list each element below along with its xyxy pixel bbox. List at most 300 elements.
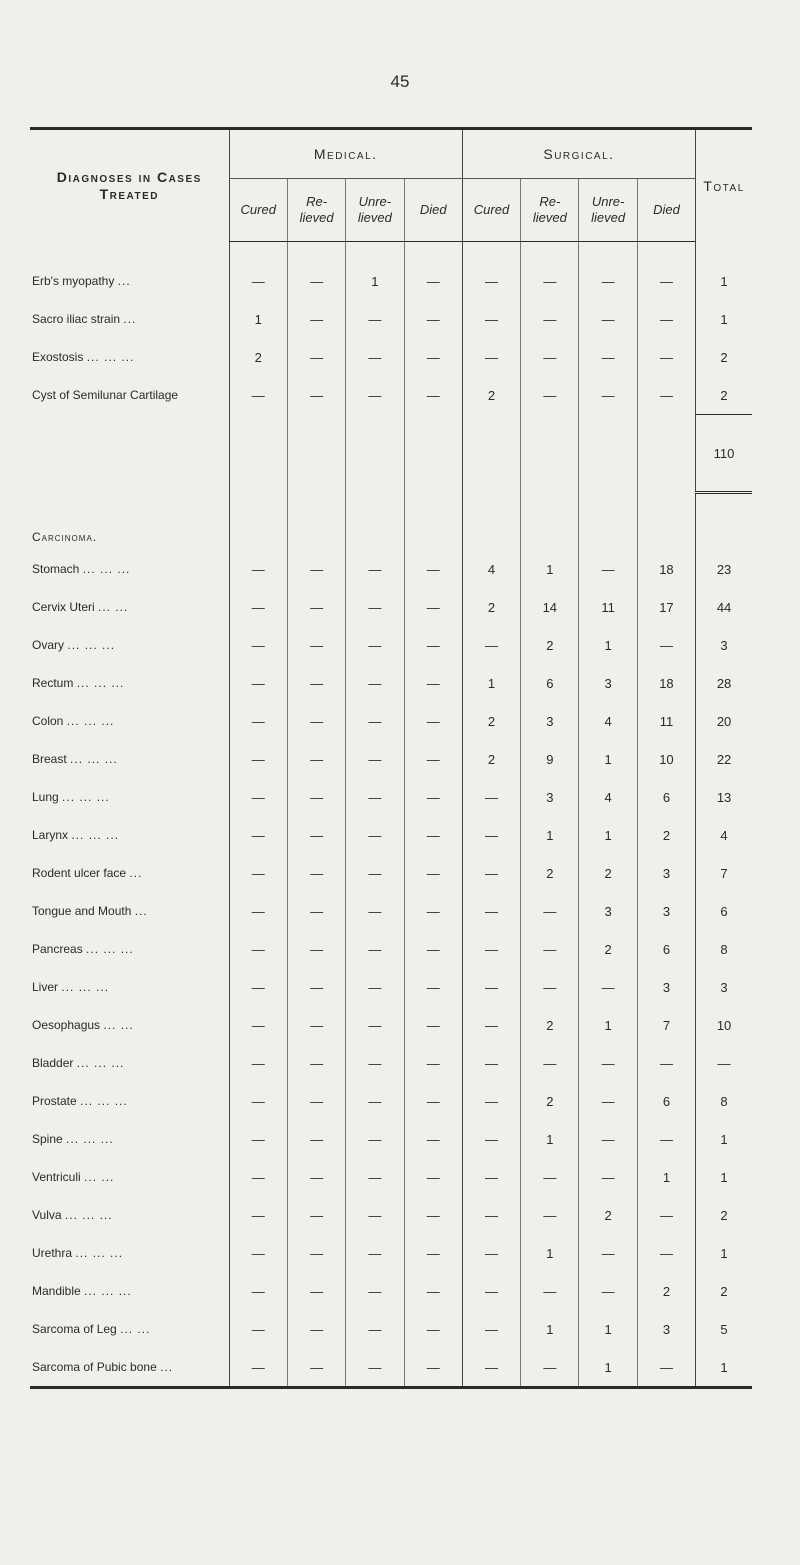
diagnosis-name: Prostate [32, 1094, 77, 1108]
value-cell: 17 [637, 588, 695, 626]
value-cell: — [404, 1006, 462, 1044]
blank-cell [287, 493, 345, 551]
value-cell: — [404, 262, 462, 300]
blank-cell [229, 242, 287, 263]
value-cell: — [521, 968, 579, 1006]
value-cell: 2 [462, 376, 520, 415]
value-cell: — [346, 1120, 404, 1158]
value-cell: — [229, 968, 287, 1006]
leader-dots: ... ... ... [61, 980, 110, 994]
value-cell: — [462, 1082, 520, 1120]
blank-cell [287, 242, 345, 263]
diagnosis-name: Erb's myopathy [32, 274, 115, 288]
value-cell: — [229, 740, 287, 778]
total-cell: 44 [696, 588, 752, 626]
value-cell: 14 [521, 588, 579, 626]
value-cell: — [287, 338, 345, 376]
value-cell: — [462, 300, 520, 338]
value-cell: 3 [521, 778, 579, 816]
value-cell: — [287, 702, 345, 740]
value-cell: 2 [462, 588, 520, 626]
value-cell: — [579, 1234, 637, 1272]
surgical-header: Surgical. [462, 129, 695, 179]
value-cell: — [229, 1310, 287, 1348]
value-cell: — [462, 778, 520, 816]
value-cell: — [521, 376, 579, 415]
value-cell: — [404, 1234, 462, 1272]
total-cell: 3 [696, 968, 752, 1006]
value-cell: — [229, 1006, 287, 1044]
value-cell: 2 [521, 1082, 579, 1120]
value-cell: — [287, 376, 345, 415]
value-cell: 2 [462, 740, 520, 778]
table-row [30, 376, 752, 415]
value-cell: 2 [579, 854, 637, 892]
value-cell: — [404, 1158, 462, 1196]
value-cell: — [287, 664, 345, 702]
value-cell: — [346, 1082, 404, 1120]
value-cell: — [521, 262, 579, 300]
total-cell: 2 [696, 1272, 752, 1310]
blank-cell [30, 242, 229, 263]
value-cell: 1 [579, 1348, 637, 1388]
value-cell: — [287, 1006, 345, 1044]
value-cell: 2 [579, 1196, 637, 1234]
value-cell: 3 [637, 1310, 695, 1348]
value-cell: — [229, 1120, 287, 1158]
value-cell: — [404, 626, 462, 664]
value-cell: — [521, 1044, 579, 1082]
diagnosis-name: Colon [32, 714, 64, 728]
value-cell: 1 [521, 550, 579, 588]
value-cell: — [404, 816, 462, 854]
value-cell: — [521, 892, 579, 930]
leader-dots: ... ... ... [80, 1094, 128, 1108]
blank-cell [637, 493, 695, 551]
surgical-died-header: Died [637, 179, 695, 242]
diagnosis-name: Sarcoma of Leg [32, 1322, 117, 1336]
value-cell: 3 [637, 892, 695, 930]
value-cell: — [404, 740, 462, 778]
value-cell: — [637, 1120, 695, 1158]
value-cell: — [229, 1196, 287, 1234]
value-cell: — [346, 1348, 404, 1388]
surgical-unrelieved-header: Unre- lieved [579, 179, 637, 242]
value-cell: — [346, 968, 404, 1006]
value-cell: — [462, 1348, 520, 1388]
row-label [30, 1348, 229, 1388]
row-label [30, 1196, 229, 1234]
value-cell: — [404, 1310, 462, 1348]
blank-cell [696, 493, 752, 551]
table-row [30, 854, 752, 892]
total-cell: 22 [696, 740, 752, 778]
total-cell: 6 [696, 892, 752, 930]
value-cell: 2 [521, 626, 579, 664]
diagnosis-name: Sacro iliac strain [32, 312, 121, 326]
total-cell: 1 [696, 1120, 752, 1158]
leader-dots: ... ... ... [66, 714, 115, 728]
table-row [30, 892, 752, 930]
value-cell: — [287, 1082, 345, 1120]
blank-cell [579, 415, 637, 493]
total-cell: 3 [696, 626, 752, 664]
leader-dots: ... ... ... [84, 1284, 132, 1298]
value-cell: — [287, 1120, 345, 1158]
value-cell: 4 [579, 702, 637, 740]
value-cell: — [462, 930, 520, 968]
value-cell: — [346, 1310, 404, 1348]
value-cell: 2 [579, 930, 637, 968]
value-cell: 1 [521, 1310, 579, 1348]
value-cell: — [637, 1044, 695, 1082]
total-cell: 2 [696, 1196, 752, 1234]
value-cell: — [346, 664, 404, 702]
value-cell: 2 [521, 1006, 579, 1044]
value-cell: — [229, 1234, 287, 1272]
value-cell: — [229, 1044, 287, 1082]
row-label [30, 816, 229, 854]
value-cell: — [287, 550, 345, 588]
total-cell: 1 [696, 1234, 752, 1272]
medical-cured-header: Cured [229, 179, 287, 242]
total-cell: 2 [696, 338, 752, 376]
leader-dots: ... [134, 904, 148, 918]
total-cell: 13 [696, 778, 752, 816]
surgical-relieved-header: Re- lieved [521, 179, 579, 242]
blank-cell [637, 242, 695, 263]
total-cell: 8 [696, 930, 752, 968]
table-row [30, 1234, 752, 1272]
value-cell: — [229, 262, 287, 300]
blank-cell [579, 493, 637, 551]
blank-cell [287, 415, 345, 493]
row-label [30, 892, 229, 930]
table-row [30, 1272, 752, 1310]
value-cell: — [229, 930, 287, 968]
value-cell: — [404, 1272, 462, 1310]
value-cell: 1 [579, 626, 637, 664]
table-row [30, 1120, 752, 1158]
value-cell: — [579, 1158, 637, 1196]
value-cell: — [637, 262, 695, 300]
diagnosis-name: Liver [32, 980, 59, 994]
table-row [30, 816, 752, 854]
table-body [30, 242, 752, 1388]
value-cell: — [346, 1158, 404, 1196]
blank-cell [521, 415, 579, 493]
table-row [30, 338, 752, 376]
total-cell: 8 [696, 1082, 752, 1120]
diagnosis-name: Stomach [32, 562, 80, 576]
value-cell: — [462, 1044, 520, 1082]
value-cell: — [462, 968, 520, 1006]
blank-cell [229, 415, 287, 493]
diagnosis-name: Lung [32, 790, 59, 804]
table-row [30, 1044, 752, 1082]
value-cell: — [521, 1272, 579, 1310]
leader-dots: ... ... ... [71, 828, 120, 842]
value-cell: — [287, 816, 345, 854]
value-cell: — [229, 626, 287, 664]
leader-dots: ... ... ... [86, 942, 134, 956]
value-cell: — [229, 664, 287, 702]
value-cell: 18 [637, 550, 695, 588]
value-cell: — [637, 300, 695, 338]
diagnosis-name: Breast [32, 752, 67, 766]
blank-cell [346, 242, 404, 263]
page-number: 45 [390, 72, 410, 91]
value-cell: — [229, 550, 287, 588]
total-cell: 1 [696, 262, 752, 300]
row-label [30, 338, 229, 376]
value-cell: — [462, 1006, 520, 1044]
total-cell: 1 [696, 300, 752, 338]
value-cell: — [579, 262, 637, 300]
leader-dots: ... [117, 274, 131, 288]
value-cell: 2 [637, 816, 695, 854]
value-cell: — [462, 1158, 520, 1196]
table-row [30, 968, 752, 1006]
blank-cell [30, 415, 229, 493]
value-cell: — [287, 1234, 345, 1272]
row-label [30, 262, 229, 300]
value-cell: 3 [579, 892, 637, 930]
table-row [30, 262, 752, 300]
value-cell: — [462, 1196, 520, 1234]
value-cell: — [346, 778, 404, 816]
value-cell: — [346, 702, 404, 740]
surgical-cured-header: Cured [462, 179, 520, 242]
row-label [30, 1006, 229, 1044]
value-cell: 11 [637, 702, 695, 740]
value-cell: — [404, 778, 462, 816]
value-cell: — [287, 626, 345, 664]
row-label [30, 1158, 229, 1196]
table-row [30, 664, 752, 702]
value-cell: — [521, 930, 579, 968]
row-label [30, 1044, 229, 1082]
total-cell: 10 [696, 1006, 752, 1044]
value-cell: — [521, 338, 579, 376]
total-cell: 1 [696, 1158, 752, 1196]
leader-dots: ... ... ... [76, 676, 125, 690]
value-cell: — [462, 626, 520, 664]
value-cell: — [404, 664, 462, 702]
value-cell: — [462, 892, 520, 930]
row-label [30, 1234, 229, 1272]
table-row [30, 702, 752, 740]
value-cell: — [404, 1082, 462, 1120]
row-label [30, 778, 229, 816]
blank-cell [637, 415, 695, 493]
blank-cell [229, 493, 287, 551]
value-cell: 6 [521, 664, 579, 702]
value-cell: — [404, 550, 462, 588]
leader-dots: ... ... ... [66, 1132, 114, 1146]
value-cell: — [462, 854, 520, 892]
medical-relieved-header: Re- lieved [287, 179, 345, 242]
blank-cell [346, 493, 404, 551]
leader-dots: ... ... ... [86, 350, 135, 364]
value-cell: — [637, 338, 695, 376]
value-cell: — [346, 1234, 404, 1272]
blank-cell [462, 493, 520, 551]
value-cell: 9 [521, 740, 579, 778]
value-cell: — [346, 1196, 404, 1234]
value-cell: 1 [229, 300, 287, 338]
value-cell: — [229, 892, 287, 930]
total-cell: 4 [696, 816, 752, 854]
section-title: Carcinoma. [32, 530, 98, 544]
value-cell: — [404, 702, 462, 740]
total-header: Total [696, 129, 752, 242]
value-cell: — [462, 262, 520, 300]
value-cell: — [287, 740, 345, 778]
value-cell: — [637, 1196, 695, 1234]
leader-dots: ... ... [98, 600, 129, 614]
total-cell: 7 [696, 854, 752, 892]
value-cell: — [287, 854, 345, 892]
value-cell: — [346, 1006, 404, 1044]
row-label [30, 550, 229, 588]
value-cell: — [229, 1082, 287, 1120]
leader-dots: ... ... ... [62, 790, 110, 804]
row-label [30, 930, 229, 968]
value-cell: 3 [521, 702, 579, 740]
row-label [30, 1082, 229, 1120]
value-cell: — [404, 300, 462, 338]
value-cell: 3 [579, 664, 637, 702]
table-row [30, 1006, 752, 1044]
value-cell: — [404, 1044, 462, 1082]
value-cell: — [287, 930, 345, 968]
value-cell: 2 [521, 854, 579, 892]
leader-dots: ... [123, 312, 137, 326]
value-cell: — [287, 892, 345, 930]
diagnosis-name: Oesophagus [32, 1018, 101, 1032]
value-cell: 1 [579, 1310, 637, 1348]
value-cell: — [346, 626, 404, 664]
row-label [30, 854, 229, 892]
leader-dots: ... [129, 866, 143, 880]
value-cell: 1 [637, 1158, 695, 1196]
diagnoses-header: Diagnoses in Cases Treated [30, 129, 229, 242]
value-cell: 2 [462, 702, 520, 740]
subtotal-cell: 110 [696, 415, 752, 493]
value-cell: — [579, 1272, 637, 1310]
value-cell: 3 [637, 968, 695, 1006]
total-cell: 1 [696, 1348, 752, 1388]
value-cell: — [462, 1234, 520, 1272]
section-row [30, 493, 752, 551]
value-cell: — [287, 300, 345, 338]
value-cell: — [579, 1044, 637, 1082]
medical-header: Medical. [229, 129, 462, 179]
value-cell: — [287, 1272, 345, 1310]
row-label [30, 1272, 229, 1310]
value-cell: 1 [521, 1234, 579, 1272]
value-cell: — [404, 1348, 462, 1388]
value-cell: — [346, 1272, 404, 1310]
blank-cell [404, 242, 462, 263]
value-cell: — [346, 376, 404, 415]
value-cell: 7 [637, 1006, 695, 1044]
row-label [30, 664, 229, 702]
value-cell: — [346, 854, 404, 892]
diagnosis-name: Cervix Uteri [32, 600, 95, 614]
table-row [30, 1348, 752, 1388]
row-label [30, 300, 229, 338]
value-cell: — [346, 338, 404, 376]
leader-dots: ... ... ... [75, 1246, 124, 1260]
value-cell: — [287, 262, 345, 300]
table-row [30, 740, 752, 778]
value-cell: — [579, 1082, 637, 1120]
diagnosis-name: Mandible [32, 1284, 81, 1298]
diagnosis-name: Sarcoma of Pubic bone [32, 1360, 157, 1374]
row-label [30, 968, 229, 1006]
diagnosis-name: Ovary [32, 638, 65, 652]
table-row [30, 1196, 752, 1234]
subtotal-row [30, 415, 752, 493]
row-label [30, 1120, 229, 1158]
blank-cell [404, 415, 462, 493]
leader-dots: ... ... ... [76, 1056, 125, 1070]
total-cell: 2 [696, 376, 752, 415]
table-row [30, 588, 752, 626]
value-cell: — [637, 1348, 695, 1388]
value-cell: — [287, 1196, 345, 1234]
value-cell: — [637, 626, 695, 664]
row-label [30, 588, 229, 626]
total-cell: 23 [696, 550, 752, 588]
table-row [30, 930, 752, 968]
value-cell: — [637, 376, 695, 415]
value-cell: — [521, 300, 579, 338]
row-label [30, 1310, 229, 1348]
value-cell: 1 [521, 1120, 579, 1158]
value-cell: — [229, 816, 287, 854]
value-cell: 3 [637, 854, 695, 892]
value-cell: 6 [637, 1082, 695, 1120]
total-cell: 5 [696, 1310, 752, 1348]
blank-cell [462, 415, 520, 493]
value-cell: — [287, 1158, 345, 1196]
value-cell: 6 [637, 930, 695, 968]
cases-table [30, 127, 752, 1389]
value-cell: 10 [637, 740, 695, 778]
total-cell: 20 [696, 702, 752, 740]
blank-cell [462, 242, 520, 263]
diagnosis-name: Bladder [32, 1056, 74, 1070]
leader-dots: ... ... [84, 1170, 115, 1184]
value-cell: 1 [346, 262, 404, 300]
value-cell: — [346, 550, 404, 588]
value-cell: — [579, 550, 637, 588]
value-cell: — [229, 376, 287, 415]
value-cell: — [521, 1348, 579, 1388]
value-cell: 4 [462, 550, 520, 588]
value-cell: — [462, 816, 520, 854]
value-cell: — [404, 588, 462, 626]
value-cell: — [287, 1348, 345, 1388]
diagnosis-name: Ventriculi [32, 1170, 81, 1184]
value-cell: 6 [637, 778, 695, 816]
blank-cell [696, 242, 752, 263]
leader-dots: ... ... [103, 1018, 134, 1032]
value-cell: 1 [521, 816, 579, 854]
